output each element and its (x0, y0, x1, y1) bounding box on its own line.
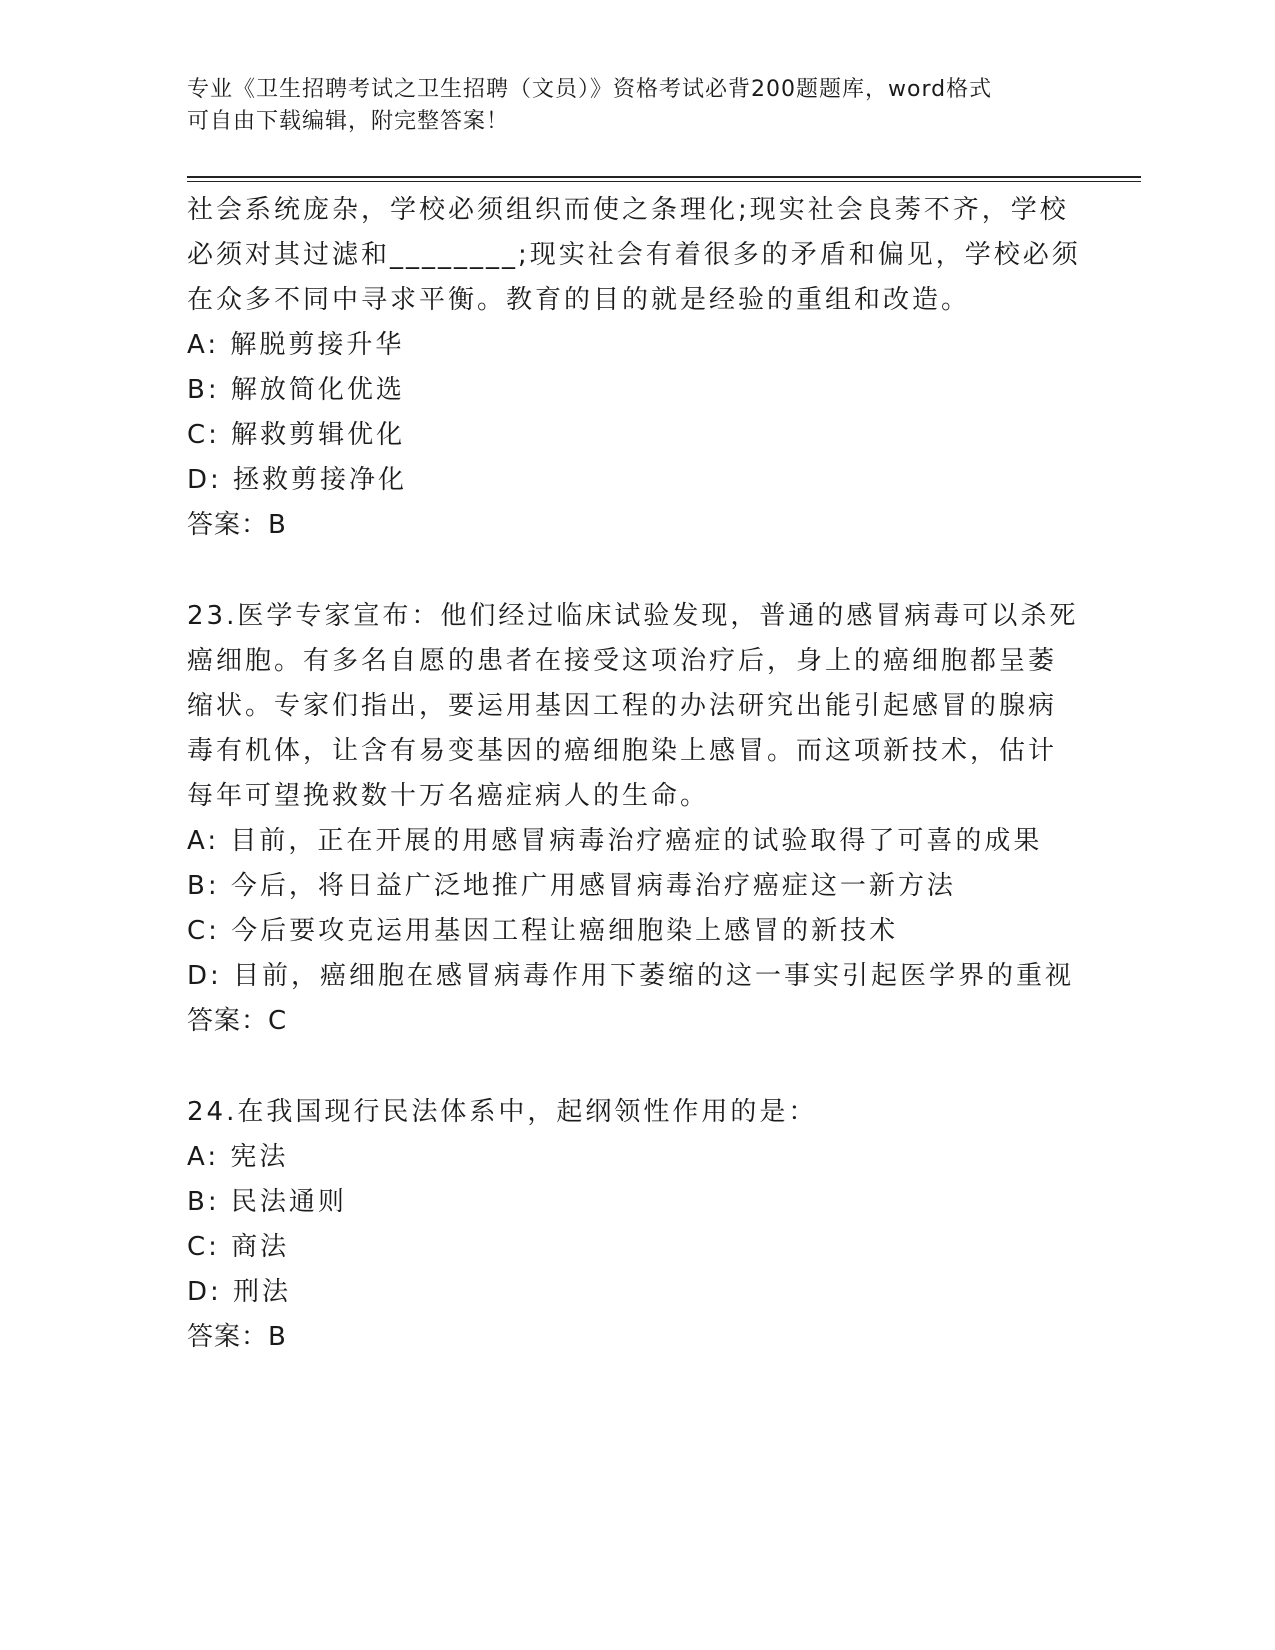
question-text-line: 必须对其过滤和________;现实社会有着很多的矛盾和偏见，学校必须 (187, 240, 1081, 270)
document-header (187, 74, 1087, 138)
question-text-line: 在众多不同中寻求平衡。教育的目的就是经验的重组和改造。 (187, 285, 971, 315)
spacer (187, 548, 1107, 594)
question-text-line: 24.在我国现行民法体系中，起纲领性作用的是： (187, 1097, 818, 1127)
option-d: D: 目前，癌细胞在感冒病毒作用下萎缩的这一事实引起医学界的重视 (187, 961, 1075, 991)
question-24 (187, 1090, 1107, 1360)
question-text-line: 缩状。专家们指出，要运用基因工程的办法研究出能引起感冒的腺病 (187, 691, 1058, 721)
option-d: D: 拯救剪接净化 (187, 465, 408, 495)
header-rule-thin (187, 181, 1141, 182)
option-b: B: 解放简化优选 (187, 375, 405, 405)
answer: 答案：C (187, 1006, 288, 1036)
option-b: B: 民法通则 (187, 1187, 347, 1217)
spacer (187, 1044, 1107, 1090)
option-c: C: 今后要攻克运用基因工程让癌细胞染上感冒的新技术 (187, 916, 899, 946)
question-text-line: 毒有机体，让含有易变基因的癌细胞染上感冒。而这项新技术，估计 (187, 736, 1058, 766)
option-b: B: 今后，将日益广泛地推广用感冒病毒治疗癌症这一新方法 (187, 871, 956, 901)
option-c: C: 解救剪辑优化 (187, 420, 406, 450)
question-text-line: 社会系统庞杂，学校必须组织而使之条理化;现实社会良莠不齐，学校 (187, 195, 1069, 225)
option-a: A: 解脱剪接升华 (187, 330, 405, 360)
header-rule-thick (187, 176, 1141, 178)
question-content (187, 188, 1107, 1360)
option-d: D: 刑法 (187, 1277, 292, 1307)
answer: 答案：B (187, 1322, 287, 1352)
question-23 (187, 594, 1107, 1044)
header-line-1: 专业《卫生招聘考试之卫生招聘（文员）》资格考试必背200题题库，word格式 (187, 77, 993, 102)
question-text-line: 23.医学专家宣布：他们经过临床试验发现，普通的感冒病毒可以杀死 (187, 601, 1079, 631)
option-a: A: 目前，正在开展的用感冒病毒治疗癌症的试验取得了可喜的成果 (187, 826, 1043, 856)
answer: 答案：B (187, 510, 287, 540)
header-line-2: 可自由下载编辑，附完整答案！ (187, 109, 510, 134)
question-22 (187, 188, 1107, 548)
option-a: A: 宪法 (187, 1142, 289, 1172)
question-text-line: 癌细胞。有多名自愿的患者在接受这项治疗后，身上的癌细胞都呈萎 (187, 646, 1058, 676)
question-text-line: 每年可望挽救数十万名癌症病人的生命。 (187, 781, 710, 811)
option-c: C: 商法 (187, 1232, 290, 1262)
